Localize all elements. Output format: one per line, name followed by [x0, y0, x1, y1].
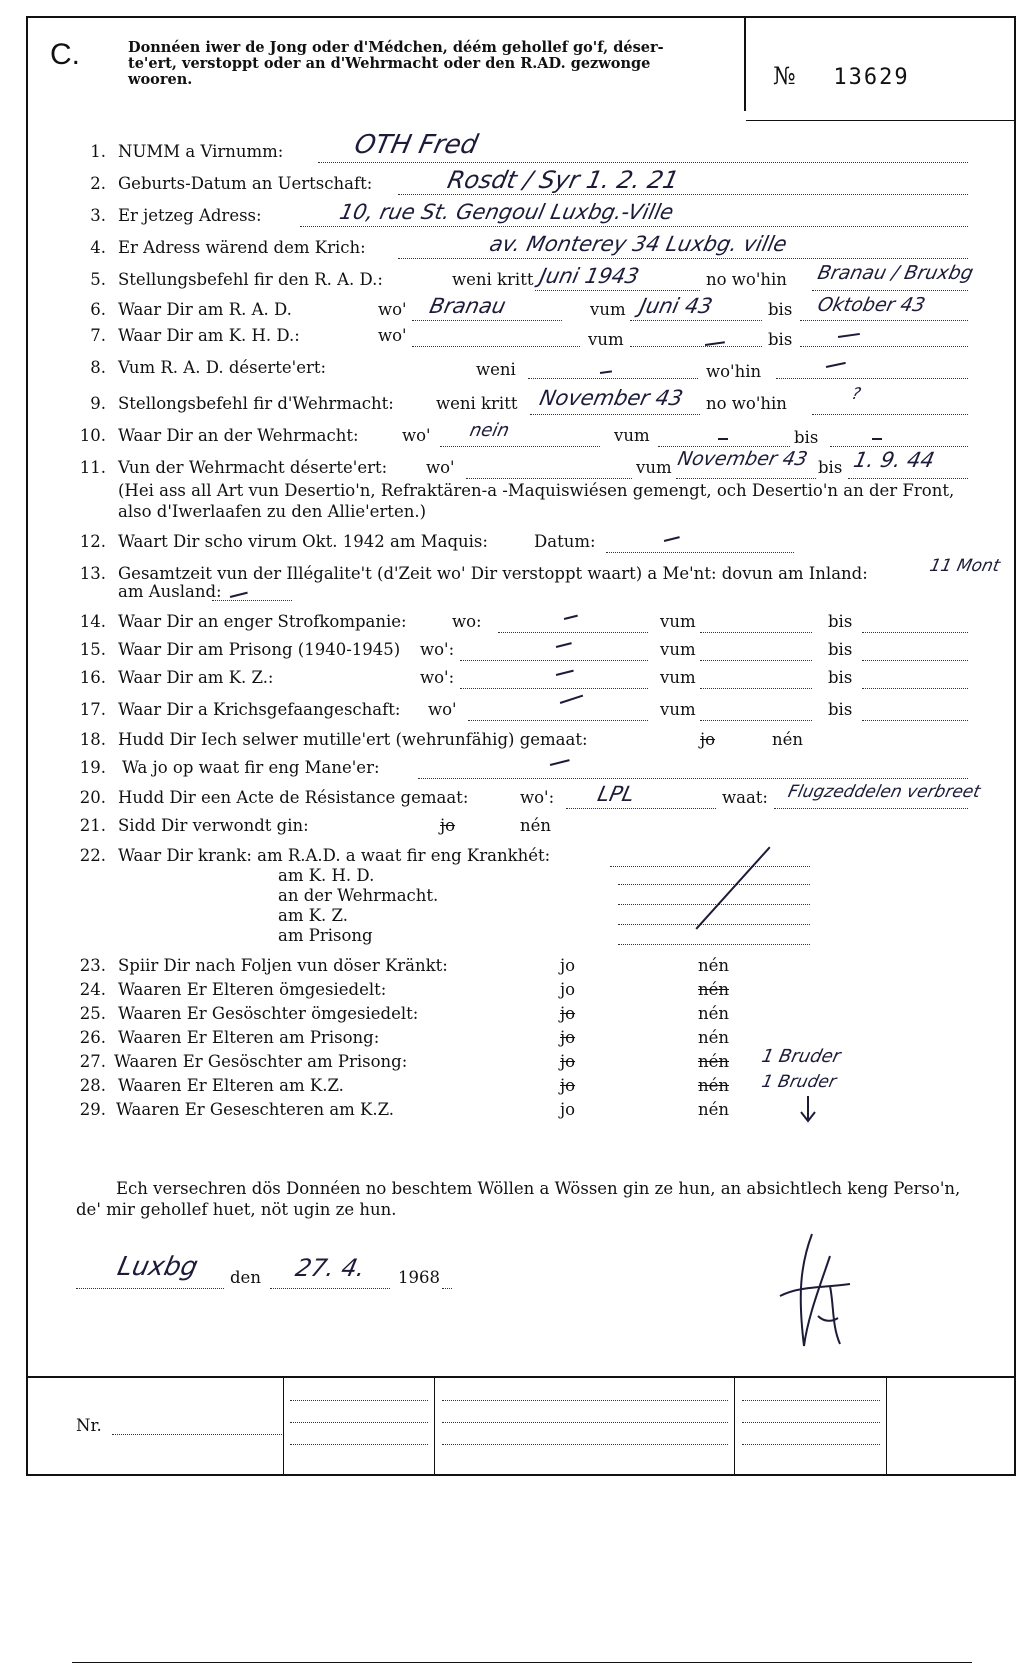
date-value: 27. 4.: [293, 1254, 368, 1282]
answer-line[interactable]: [618, 904, 810, 905]
top-border: [26, 16, 1016, 18]
signature-mark: [760, 1226, 870, 1356]
dash-mark: [230, 592, 248, 598]
declaration-text: Ech versechren dös Donnéen no beschtem Wöllen a Wössen gin ze hun, an absichtlech keng Perso'n, de' mir gehollef huet, nöt ugin ze hun.: [76, 1179, 961, 1219]
answer-line[interactable]: [676, 478, 816, 479]
answer-line[interactable]: [618, 924, 810, 925]
answer-line[interactable]: [618, 944, 810, 945]
answer-line[interactable]: [412, 320, 562, 321]
date-line[interactable]: [270, 1288, 390, 1289]
answer-line[interactable]: [412, 346, 580, 347]
answer-line[interactable]: [528, 378, 698, 379]
question-22: 22. Waar Dir krank: am R.A.D. a waat fir eng Krankhét:: [0, 846, 1024, 870]
answer-line[interactable]: [566, 808, 716, 809]
footer-line[interactable]: [742, 1400, 880, 1401]
jo-option[interactable]: jo: [560, 980, 576, 999]
nr-line[interactable]: [112, 1434, 282, 1435]
question-5: 5. Stellungsbefehl fir den R. A. D.: weni kritt Juni 1943 no wo'hin Branau / Bruxbg: [90, 262, 976, 289]
question-17: 17. Waar Dir a Krichsgefaangeschaft: wo' vum bis: [0, 700, 1024, 724]
title-line-3: wooren.: [128, 71, 193, 88]
dash-mark: [838, 333, 860, 338]
question-11: 11. Vun der Wehrmacht déserte'ert: wo' vum November 43 bis 1. 9. 44: [0, 458, 1024, 482]
footer-line[interactable]: [442, 1400, 728, 1401]
question-29: 29. Waaren Er Geseschteren am K.Z. jo nén: [0, 1100, 1024, 1124]
answer-line[interactable]: [862, 688, 968, 689]
footer-col-1: [283, 1378, 284, 1474]
answer-line[interactable]: [700, 688, 812, 689]
question-4: 4. Er Adress wärend dem Krich: av. Monterey 34 Luxbg. ville: [0, 238, 1024, 262]
jo-option-struck[interactable]: jo: [560, 1076, 576, 1095]
place-line[interactable]: [76, 1288, 224, 1289]
question-7: 7. Waar Dir am K. H. D.: wo' vum bis: [0, 326, 1024, 350]
dash-mark: [718, 438, 728, 440]
nen-option[interactable]: nén: [520, 816, 552, 835]
answer-line[interactable]: [700, 720, 812, 721]
answer-birth: Rosdt / Syr 1. 2. 21: [445, 166, 682, 194]
footer-line[interactable]: [742, 1444, 880, 1445]
answer-line[interactable]: [610, 866, 810, 867]
question-15: 15. Waar Dir am Prisong (1940-1945) wo': vum bis: [0, 640, 1024, 664]
dash-mark: [556, 670, 574, 676]
nen-option-struck[interactable]: nén: [698, 1052, 730, 1071]
question-8: 8. Vum R. A. D. déserte'ert: weni wo'hin: [0, 358, 1024, 382]
answer-line[interactable]: [700, 632, 812, 633]
question-13: 13. Gesamtzeit vun der Illégalite't (d'Zeit wo' Dir verstoppt waart) a Me'nt: dovun am Inland: 11 Mont: [79, 556, 1002, 583]
answer-line[interactable]: [812, 290, 968, 291]
answer-line[interactable]: [460, 660, 648, 661]
arrow-down-icon: [798, 1094, 818, 1124]
footer-col-4: [886, 1378, 887, 1474]
question-26: 26. Waaren Er Elteren am Prisong: jo nén: [79, 1028, 730, 1047]
answer-line[interactable]: [606, 552, 794, 553]
jo-option[interactable]: jo: [560, 1100, 576, 1119]
answer-line[interactable]: [398, 258, 968, 259]
question-13-ausland: am Ausland:: [0, 582, 1024, 606]
place-value: Luxbg: [114, 1252, 201, 1282]
year-line[interactable]: [442, 1288, 452, 1289]
footer-line[interactable]: [442, 1444, 728, 1445]
dash-mark: [556, 642, 572, 647]
answer-line[interactable]: [630, 346, 762, 347]
footer-divider: [26, 1376, 1016, 1378]
signature-row: Luxbg den 27. 4. 1968: [0, 1268, 1024, 1292]
answer-line[interactable]: [800, 346, 968, 347]
question-27: 27. Waaren Er Gesöschter am Prisong: jo nén 1 Bruder: [79, 1046, 843, 1071]
answer-line[interactable]: [466, 478, 632, 479]
footer-line[interactable]: [442, 1422, 728, 1423]
question-16: 16. Waar Dir am K. Z.: wo': vum bis: [0, 668, 1024, 692]
footer-line[interactable]: [290, 1422, 428, 1423]
jo-option-struck[interactable]: jo: [440, 816, 456, 835]
answer-line[interactable]: [774, 808, 968, 809]
question-12: 12. Waart Dir scho virum Okt. 1942 am Maquis: Datum:: [0, 532, 1024, 556]
answer-line[interactable]: [418, 778, 968, 779]
answer-line[interactable]: [460, 688, 648, 689]
question-25: 25. Waaren Er Gesöschter ömgesiedelt: jo nén: [79, 1004, 730, 1023]
form-number: [773, 62, 910, 90]
nen-option[interactable]: nén: [698, 1004, 730, 1023]
dash-mark: [826, 362, 846, 368]
footer-col-3: [734, 1378, 735, 1474]
number-sign: №: [773, 62, 798, 90]
section-title: [128, 40, 738, 88]
nr-label: Nr.: [76, 1416, 102, 1435]
question-18: 18. Hudd Dir Iech selwer mutille'ert (wehrunfähig) gemaat: jo nén: [79, 730, 804, 749]
footer-line[interactable]: [742, 1422, 880, 1423]
jo-option-struck[interactable]: jo: [560, 1004, 576, 1023]
answer-line[interactable]: [530, 414, 700, 415]
nen-option-struck[interactable]: nén: [698, 980, 730, 999]
answer-line[interactable]: [318, 162, 968, 163]
answer-line[interactable]: [700, 660, 812, 661]
nen-option[interactable]: nén: [698, 1100, 730, 1119]
jo-option-struck[interactable]: jo: [560, 1052, 576, 1071]
jo-option-struck[interactable]: jo: [560, 1028, 576, 1047]
answer-line[interactable]: [398, 194, 968, 195]
answer-line[interactable]: [812, 414, 968, 415]
jo-option[interactable]: jo: [560, 956, 576, 975]
question-2: 2. Geburts-Datum an Uertschaft: Rosdt / Syr 1. 2. 21: [0, 174, 1024, 198]
answer-line[interactable]: [862, 660, 968, 661]
answer-line[interactable]: [800, 320, 968, 321]
answer-line[interactable]: [212, 600, 292, 601]
question-23: 23. Spiir Dir nach Foljen vun döser Kränkt: jo nén: [79, 956, 730, 975]
nen-option[interactable]: nén: [772, 730, 804, 749]
answer-line[interactable]: [630, 320, 762, 321]
number-value: 13629: [833, 65, 910, 90]
question-24: 24. Waaren Er Elteren ömgesiedelt: jo nén: [79, 980, 730, 999]
question-11-note: (Hei ass all Art vun Desertio'n, Refraktären-a -Maquiswiésen gemengt, och Desertio'n an der Front, also d'Iwerlaafen zu den Allie'erten.): [118, 481, 955, 521]
answer-line[interactable]: [498, 632, 648, 633]
answer-line[interactable]: [535, 290, 700, 291]
header-underline: [746, 120, 1014, 121]
bottom-border: [26, 1474, 1016, 1476]
question-6: 6. Waar Dir am R. A. D. wo' Branau vum Juni 43 bis Oktober 43: [0, 300, 1024, 324]
nen-option-struck[interactable]: nén: [698, 1076, 730, 1095]
question-14: 14. Waar Dir an enger Strofkompanie: wo: vum bis: [0, 612, 1024, 636]
question-3: 3. Er jetzeg Adress: 10, rue St. Gengoul Luxbg.-Ville: [0, 206, 1024, 230]
dash-mark: [872, 438, 882, 440]
footer-col-2: [434, 1378, 435, 1474]
title-line-1: Donnéen iwer de Jong oder d'Médchen, déém gehollef go'f, déser-: [128, 39, 664, 56]
answer-line[interactable]: [440, 446, 600, 447]
nen-option[interactable]: nén: [698, 956, 730, 975]
answer-name: OTH Fred: [351, 130, 481, 160]
question-21: 21. Sidd Dir verwondt gin: jo nén: [79, 816, 552, 835]
answer-line[interactable]: [776, 378, 968, 379]
dash-mark: [564, 615, 578, 620]
jo-option-struck[interactable]: jo: [700, 730, 716, 749]
nen-option[interactable]: nén: [698, 1028, 730, 1047]
section-letter: C.: [50, 38, 80, 71]
note-brother: 1 Bruder: [759, 1072, 839, 1092]
footer-line[interactable]: [290, 1400, 428, 1401]
answer-line[interactable]: [830, 446, 968, 447]
question-1: 1. NUMM a Virnumm: OTH Fred: [0, 142, 1024, 166]
answer-line[interactable]: [848, 478, 968, 479]
footer-line[interactable]: [290, 1444, 428, 1445]
question-19: 19. Wa jo op waat fir eng Mane'er:: [0, 758, 1024, 782]
note-brother: 1 Bruder: [759, 1046, 843, 1067]
title-line-2: te'ert, verstoppt oder an d'Wehrmacht oder den R.AD. gezwonge: [128, 55, 651, 72]
answer-line[interactable]: [300, 226, 968, 227]
answer-line[interactable]: [862, 632, 968, 633]
number-box-divider: [744, 16, 746, 111]
answer-line[interactable]: [618, 884, 810, 885]
dash-mark: [550, 759, 570, 765]
question-20: 20. Hudd Dir een Acte de Résistance gemaat: wo': LPL waat: Flugzeddelen verbreet: [79, 782, 983, 807]
dash-mark: [600, 370, 612, 373]
answer-line[interactable]: [468, 720, 648, 721]
answer-address: 10, rue St. Gengoul Luxbg.-Ville: [337, 200, 676, 224]
dash-mark: [664, 536, 680, 541]
dash-mark: [705, 341, 725, 345]
question-10: 10. Waar Dir an der Wehrmacht: wo' nein vum bis: [0, 426, 1024, 450]
question-28: 28. Waaren Er Elteren am K.Z. jo nén 1 Bruder: [79, 1072, 839, 1095]
question-9: 9. Stellongsbefehl fir d'Wehrmacht: weni kritt November 43 no wo'hin ?: [0, 394, 1024, 418]
answer-war-address: av. Monterey 34 Luxbg. ville: [487, 232, 790, 256]
answer-line[interactable]: [862, 720, 968, 721]
answer-line[interactable]: [658, 446, 790, 447]
